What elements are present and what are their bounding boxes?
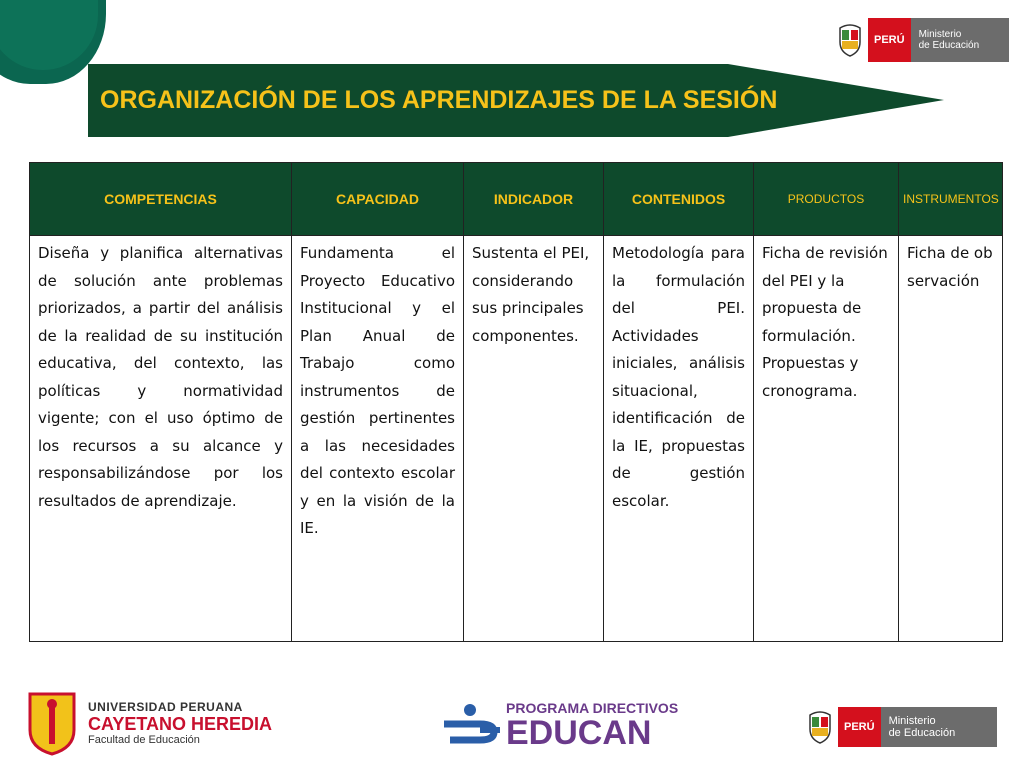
ministerio-label: Ministerio de Educación — [911, 18, 1009, 62]
minedu-logo-bottom — [806, 707, 997, 747]
table-header-row — [30, 163, 1003, 236]
header-contenidos: CONTENIDOS — [604, 163, 754, 236]
upch-shield-icon — [26, 690, 78, 756]
header-competencias: COMPETENCIAS — [30, 163, 292, 236]
cell-instrumentos: Ficha de observación — [899, 236, 1003, 642]
cell-capacidad: Fundamenta el Proyecto Educativo Institucional y el Plan Anual de Trabajo como instrumentos de gestión pertinentes a las necesidades del contexto escolar y en la visión de la IE. — [292, 236, 464, 642]
educan-mark-icon — [440, 702, 502, 748]
upch-logo — [26, 690, 272, 756]
cell-indicador: Sustenta el PEI, considerando sus principales componentes. — [464, 236, 604, 642]
header-indicador: INDICADOR — [464, 163, 604, 236]
upch-line1: UNIVERSIDAD PERUANA — [88, 700, 243, 714]
peru-coat-of-arms-icon — [836, 22, 864, 58]
header-productos: PRODUCTOS — [754, 163, 899, 236]
upch-line2: CAYETANO HEREDIA — [88, 714, 273, 734]
minedu-logo-top — [836, 18, 1009, 62]
header-capacidad: CAPACIDAD — [292, 163, 464, 236]
ministerio-label: Ministerio de Educación — [881, 707, 997, 747]
peru-coat-of-arms-icon — [806, 709, 834, 745]
educan-line1: PROGRAMA DIRECTIVOS — [506, 700, 679, 716]
cell-competencias: Diseña y planifica alternativas de solución ante problemas priorizados, a partir del análisis de la realidad de su institución educativa, del contexto, las políticas y normatividad vigente; con el uso óptimo de los recursos a su alcance y responsabilizándose por los resultados de aprendizaje. — [30, 236, 292, 642]
title-banner — [88, 64, 944, 137]
header-instrumentos: INSTRUMENTOS — [899, 163, 1003, 236]
peru-label: PERÚ — [838, 707, 881, 747]
table-row — [30, 236, 1003, 642]
learning-organization-table — [29, 162, 1003, 642]
peru-label: PERÚ — [868, 18, 911, 62]
upch-line3: Facultad de Educación — [88, 734, 200, 746]
cell-productos: Ficha de revisión del PEI y la propuesta de formulación. Propuestas y cronograma. — [754, 236, 899, 642]
cell-contenidos: Metodología para la formulación del PEI. Actividades iniciales, análisis situacional, identificación de la IE, propuestas de gestión escolar. — [604, 236, 754, 642]
educan-logo — [440, 698, 678, 752]
page-title: ORGANIZACIÓN DE LOS APRENDIZAJES DE LA SESIÓN — [100, 86, 778, 114]
educan-line2: EDUCAN — [506, 714, 652, 752]
